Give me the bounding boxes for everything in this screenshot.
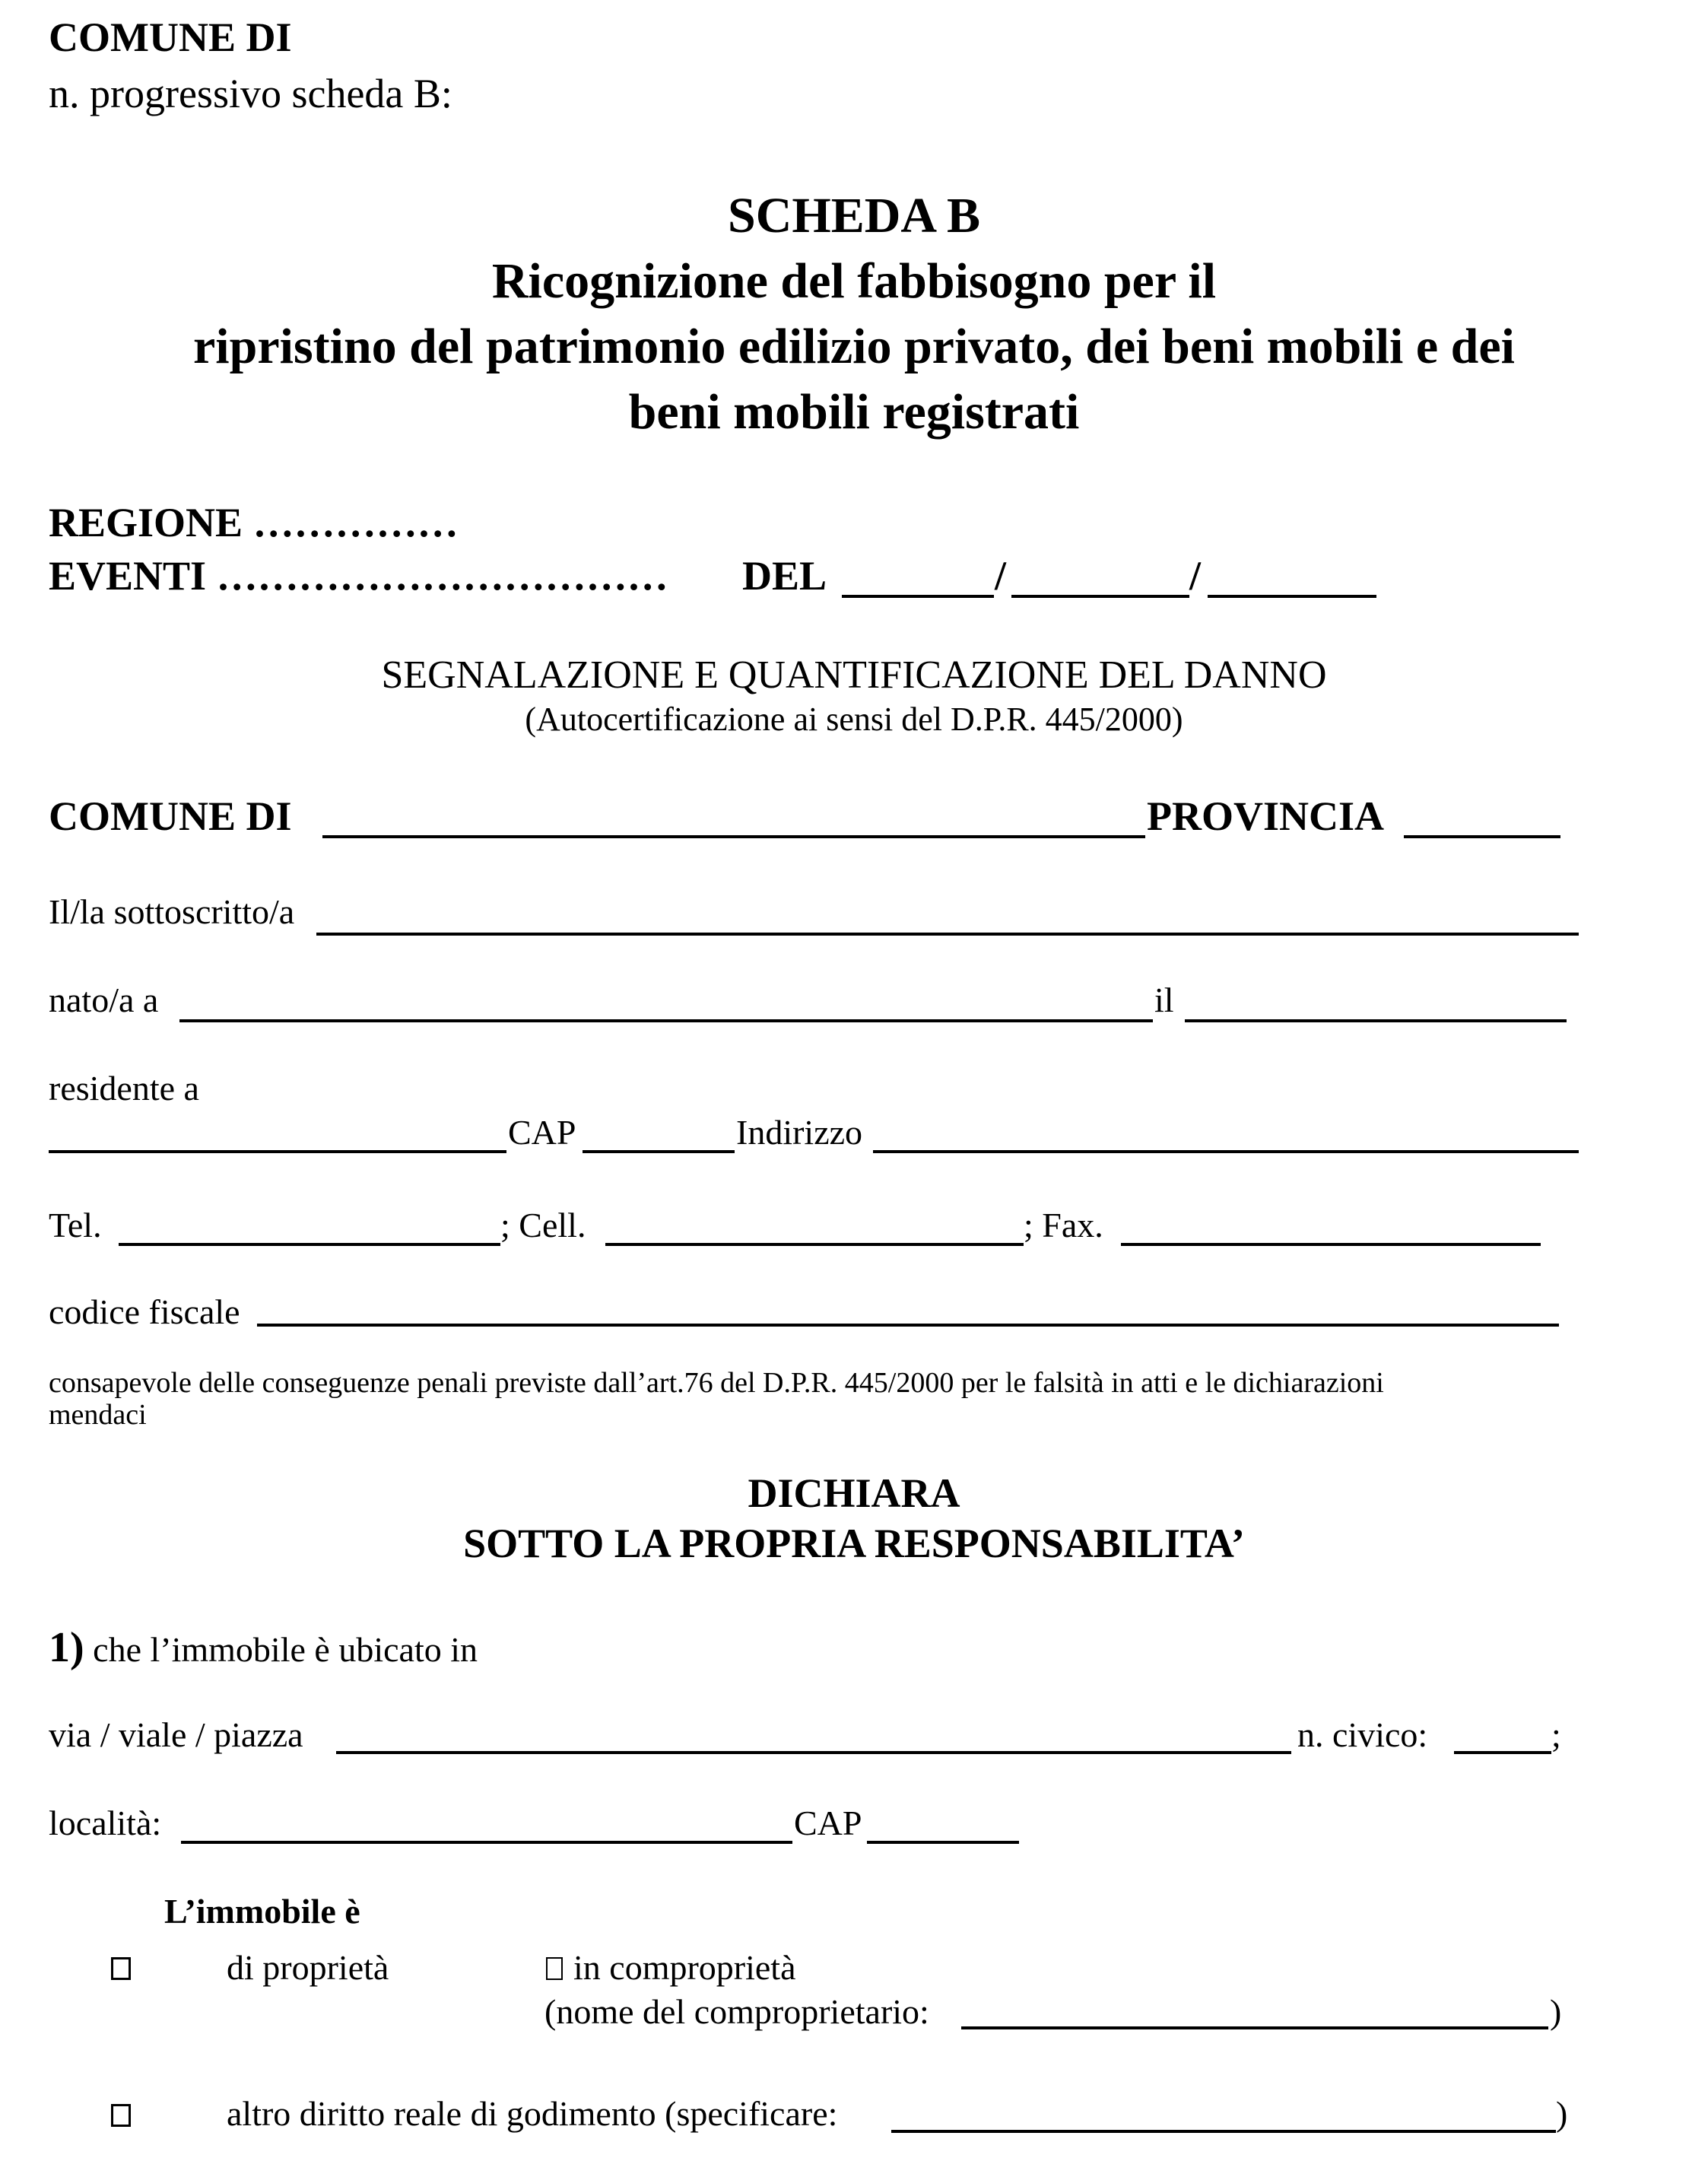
- codice-fiscale-field[interactable]: [257, 1324, 1559, 1327]
- date-sep-2: /: [1189, 553, 1202, 599]
- residente-field[interactable]: [49, 1150, 506, 1153]
- option-proprieta-label: di proprietà: [227, 1948, 389, 1987]
- eventi-row: [49, 552, 668, 599]
- regione-row: [49, 499, 459, 546]
- cap-field[interactable]: [583, 1150, 735, 1153]
- civico-label: n. civico:: [1297, 1715, 1428, 1754]
- via-label: via / viale / piazza: [49, 1715, 303, 1754]
- cell-field[interactable]: [605, 1243, 1024, 1246]
- il-label: il: [1154, 980, 1174, 1019]
- fax-field[interactable]: [1121, 1243, 1541, 1246]
- option-comproprieta-label: in comproprietà: [573, 1948, 796, 1987]
- immobile-heading: L’immobile è: [164, 1892, 360, 1931]
- cap-immobile-label: CAP: [794, 1804, 862, 1842]
- sottoscritto-label: Il/la sottoscritto/a: [49, 892, 295, 931]
- title-line4: beni mobili registrati: [628, 384, 1080, 440]
- comproprietario-close: ): [1550, 1992, 1562, 2031]
- date-month-field[interactable]: [1011, 595, 1189, 598]
- option-altro-diritto-label: altro diritto reale di godimento (specificare:: [227, 2094, 838, 2133]
- regione-label: REGIONE: [49, 500, 243, 545]
- date-year-field[interactable]: [1208, 595, 1376, 598]
- point1-row: [49, 1623, 478, 1672]
- codice-fiscale-label: codice fiscale: [49, 1292, 240, 1331]
- checkbox-comproprieta[interactable]: [546, 1957, 563, 1980]
- localita-field[interactable]: [181, 1841, 792, 1844]
- data-nascita-field[interactable]: [1185, 1019, 1567, 1022]
- eventi-field[interactable]: ……………………………: [216, 553, 668, 599]
- date-sep-1: /: [995, 553, 1007, 599]
- regione-field[interactable]: ……………: [252, 500, 459, 545]
- nato-label: nato/a a: [49, 980, 159, 1019]
- disclaimer-line1: consapevole delle conseguenze penali previste dall’art.76 del D.P.R. 445/2000 per le falsità in atti e le dichiarazioni: [49, 1367, 1384, 1399]
- via-field[interactable]: [336, 1751, 1291, 1754]
- indirizzo-label: Indirizzo: [736, 1113, 863, 1152]
- header-progressivo-label: n. progressivo scheda B:: [49, 71, 452, 116]
- comune-label: COMUNE DI: [49, 793, 292, 839]
- tel-field[interactable]: [119, 1243, 500, 1246]
- provincia-field[interactable]: [1404, 835, 1560, 838]
- section-title: SEGNALAZIONE E QUANTIFICAZIONE DEL DANNO: [381, 653, 1327, 697]
- comproprietario-label: (nome del comproprietario:: [544, 1992, 929, 2031]
- comune-field[interactable]: [322, 835, 1145, 838]
- comproprietario-field[interactable]: [961, 2026, 1548, 2029]
- title-line2: Ricognizione del fabbisogno per il: [491, 253, 1217, 309]
- cap-immobile-field[interactable]: [867, 1841, 1019, 1844]
- dichiara-heading: DICHIARA: [748, 1470, 960, 1516]
- disclaimer-line2: mendaci: [49, 1399, 147, 1431]
- cap-label: CAP: [508, 1113, 576, 1152]
- checkbox-altro-diritto[interactable]: [111, 2104, 131, 2127]
- date-day-field[interactable]: [842, 595, 994, 598]
- indirizzo-field[interactable]: [873, 1150, 1579, 1153]
- nato-field[interactable]: [179, 1019, 1153, 1022]
- point1-text: che l’immobile è ubicato in: [93, 1630, 478, 1669]
- residente-label: residente a: [49, 1069, 199, 1108]
- cell-label: ; Cell.: [500, 1206, 586, 1244]
- altro-diritto-field[interactable]: [891, 2130, 1556, 2133]
- localita-label: località:: [49, 1804, 162, 1842]
- sottoscritto-field[interactable]: [316, 933, 1579, 936]
- header-comune-label: COMUNE DI: [49, 14, 292, 60]
- del-label: DEL: [742, 553, 827, 599]
- altro-diritto-close: ): [1556, 2094, 1568, 2133]
- point1-number: 1): [49, 1624, 84, 1671]
- title-scheda: SCHEDA B: [728, 188, 980, 243]
- civico-end: ;: [1551, 1715, 1561, 1754]
- provincia-label: PROVINCIA: [1147, 793, 1385, 839]
- tel-label: Tel.: [49, 1206, 102, 1244]
- fax-label: ; Fax.: [1024, 1206, 1103, 1244]
- checkbox-proprieta[interactable]: [111, 1957, 131, 1980]
- dichiara-subheading: SOTTO LA PROPRIA RESPONSABILITA’: [463, 1521, 1245, 1566]
- civico-field[interactable]: [1454, 1751, 1551, 1754]
- section-subtitle: (Autocertificazione ai sensi del D.P.R. 445/2000): [525, 701, 1183, 738]
- eventi-label: EVENTI: [49, 553, 207, 599]
- title-line3: ripristino del patrimonio edilizio privato, dei beni mobili e dei: [192, 319, 1515, 374]
